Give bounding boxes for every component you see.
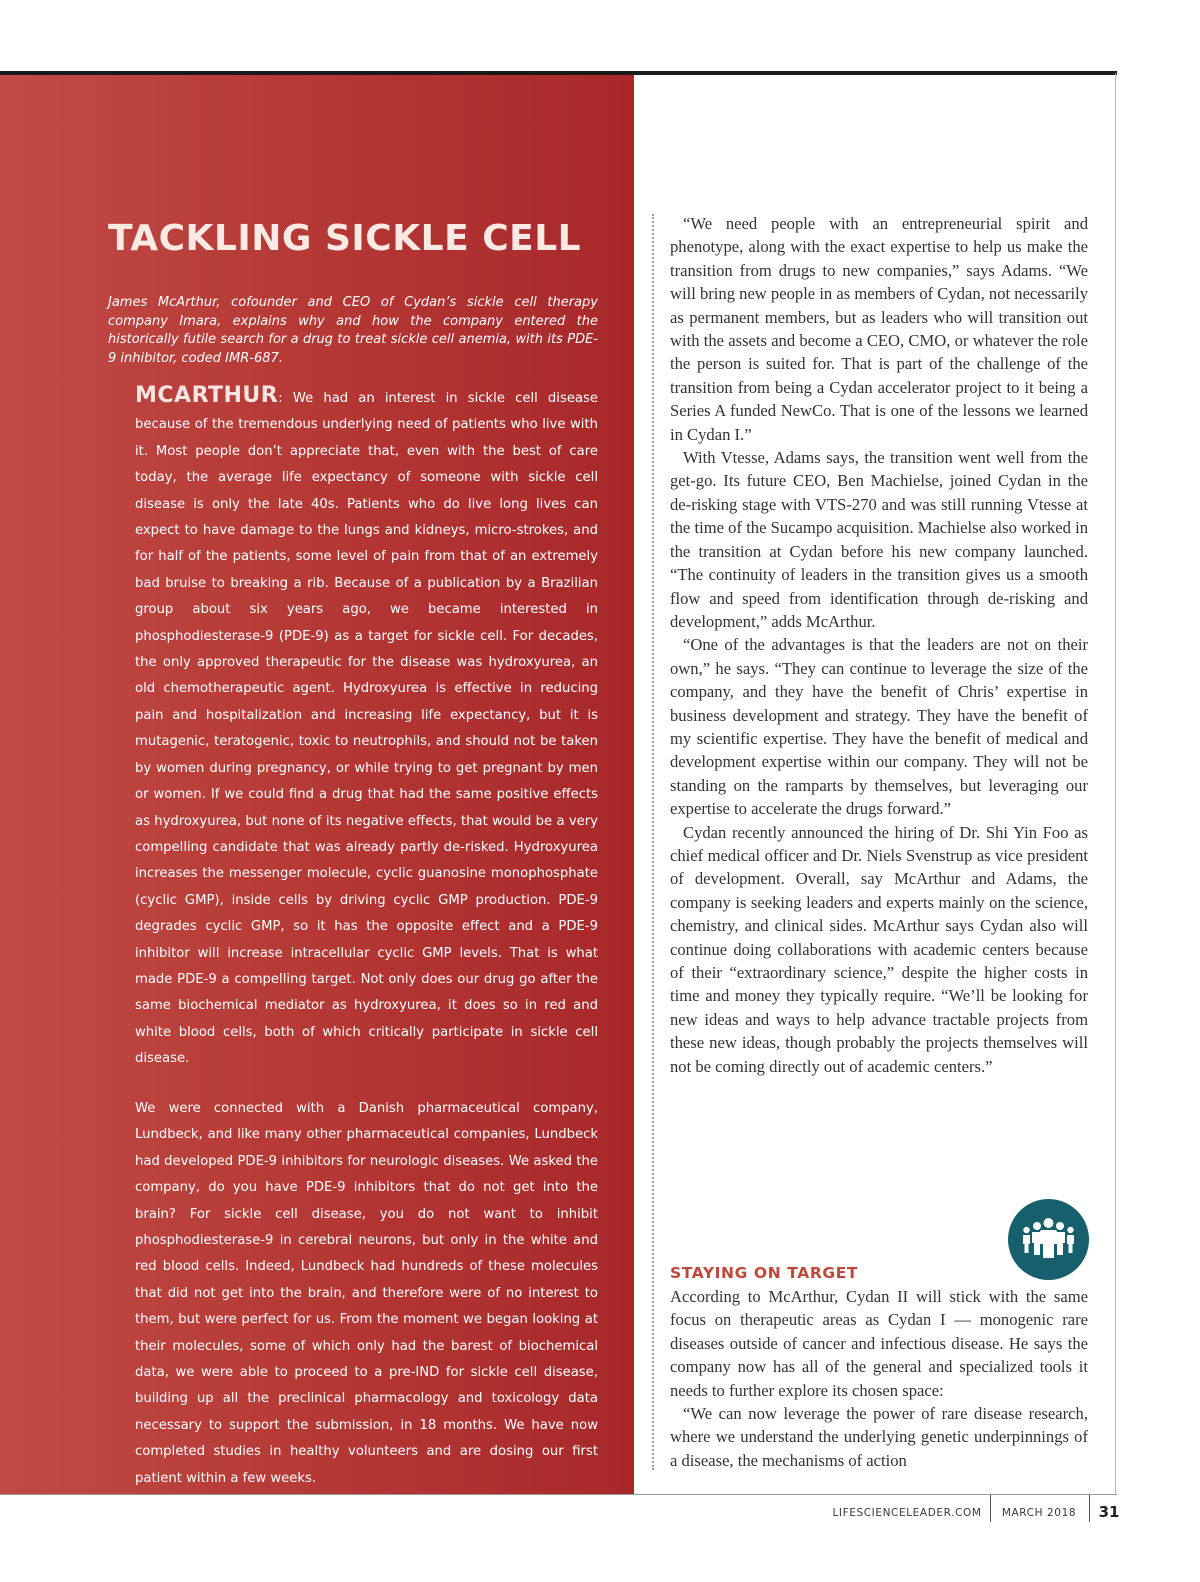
- article-paragraph: Cydan recently announced the hiring of Dr. Shi Yin Foo as chief medical officer and Dr. Niels Svenstrup as vice president of development. Overall, say McArthur and Adams, the company is seeking leaders and experts mainly on the science, chemistry, and clinical sides. McArthur says Cydan also will continue doing collaborations with academic centers because of their “extraordinary science,” despite the higher costs in time and money they typically require. “We’ll be looking for new ideas and ways to help advance tractable projects from these new ideas, though probably the projects themselves will not be coming directly out of academic centers.”: [670, 822, 1088, 1076]
- section-heading: STAYING ON TARGET: [670, 1264, 859, 1282]
- bottom-rule: [0, 1494, 1117, 1495]
- column-divider: [652, 214, 654, 1470]
- sidebar-paragraph-1-text: : We had an interest in sickle cell disease because of the tremendous underlying need of patients who live with it. Most people don’t appreciate that, even with the best of care today, the average life expectancy of someone with sickle cell disease is only the late 40s. Patients who do live long lives can expect to have damage to the lungs and kidneys, micro-strokes, and for half of the patients, some level of pain from that of an extremely bad bruise to breaking a rib. Because of a publication by a Brazilian group about six years ago, we became interested in phosphodiesterase-9 (PDE-9) as a target for sickle cell. For decades, the only approved therapeutic for the disease was hydroxyurea, an old chemotherapeutic agent. Hydroxyurea is effective in reducing pain and hospitalization and increasing life expectancy, but it is mutagenic, teratogenic, toxic to neutrophils, and should not be taken by women during pregnancy, or while trying to get pregnant by men or women. If we could find a drug that had the same positive effects as hydroxyurea, but none of its negative effects, that would be a very compelling candidate that was already partly de-risked. Hydroxyurea increases the messenger molecule, cyclic guanosine monophosphate (cyclic GMP), inside cells by driving cyclic GMP production. PDE-9 degrades cyclic GMP, so it has the opposite effect and a PDE-9 inhibitor will increase intracellular cyclic GMP levels. That is what made PDE-9 a compelling target. Not only does our drug go after the same biochemical mediator as hydroxyurea, it does so in red and white blood cells, both of which critically participate in sickle cell disease.: [135, 391, 598, 1067]
- article-paragraph: “We can now leverage the power of rare disease research, where we understand the underlying genetic underpinnings of a disease, the mechanisms of action: [670, 1404, 1088, 1470]
- article-paragraph: With Vtesse, Adams says, the transition went well from the get-go. Its future CEO, Ben Machielse, joined Cydan in the de-risking stage with VTS-270 and was still running Vtesse at the time of the Sucampo acquisition. Machielse also worked in the transition at Cydan before his new company launched. “The continuity of leaders in the transition gives us a smooth flow and speed from identification through de-risking and development,” adds McArthur.: [670, 448, 1088, 631]
- sidebar-dek: James McArthur, cofounder and CEO of Cydan’s sickle cell therapy company Imara, explains why and how the company entered the historically futile search for a drug to treat sickle cell anemia, with its PDE-9 inhibitor, coded IMR-687.: [108, 295, 598, 366]
- sidebar-title: TACKLING SICKLE CELL: [108, 218, 582, 259]
- footer-divider: [1089, 1495, 1090, 1522]
- article-column-section: [670, 1262, 1088, 1472]
- footer-date: MARCH 2018: [1001, 1507, 1077, 1519]
- footer-divider: [990, 1495, 991, 1522]
- sidebar-paragraph-1: [135, 383, 598, 1073]
- footer-site: LIFESCIENCELEADER.COM: [832, 1507, 982, 1519]
- article-column-top: [670, 212, 1088, 1078]
- article-paragraph: According to McArthur, Cydan II will stick with the same focus on therapeutic areas as Cydan I — monogenic rare diseases outside of cancer and infectious disease. He says the company now has all of the general and specialized tools it needs to further explore its chosen space:: [670, 1287, 1088, 1400]
- right-rule: [1115, 73, 1116, 1495]
- sidebar-paragraph-2: We were connected with a Danish pharmaceutical company, Lundbeck, and like many other pharmaceutical companies, Lundbeck had developed PDE-9 inhibitors for neurologic diseases. We asked the company, do you have PDE-9 inhibitors that do not get into the brain? For sickle cell disease, you do not want to inhibit phosphodiesterase-9 in cerebral neurons, but only in the white and red blood cells. Indeed, Lundbeck had hundreds of these molecules that did not get into the brain, and therefore were of no interest to them, but were perfect for us. From the moment we began looking at their molecules, some of which only had the barest of biochemical data, we were able to proceed to a pre-IND for sickle cell disease, building up all the preclinical pharmacology and toxicology data necessary to support the submission, in 18 months. We have now completed studies in healthy volunteers and are dosing our first patient within a few weeks.: [135, 1101, 598, 1486]
- page-number: 31: [1098, 1503, 1120, 1521]
- speaker-name: MCARTHUR: [135, 383, 279, 408]
- article-paragraph: “One of the advantages is that the leaders are not on their own,” he says. “They can continue to leverage the size of the company, and they have the benefit of Chris’ expertise in business development and strategy. They have the benefit of my scientific expertise. They have the benefit of medical and development expertise within our company. They will not be standing on the ramparts by themselves, but leveraging our expertise to accelerate the drugs forward.”: [670, 635, 1088, 819]
- article-paragraph: “We need people with an entrepreneurial spirit and phenotype, along with the exact expertise to help us make the transition from drugs to new companies,” says Adams. “We will bring new people in as members of Cydan, not necessarily as permanent members, but as leaders who will transition out with the assets and become a CEO, CMO, or whatever the role the person is suited for. That is part of the challenge of the transition from being a Cydan accelerator project to it being a Series A funded NewCo. That is one of the lessons we learned in Cydan I.”: [670, 214, 1088, 444]
